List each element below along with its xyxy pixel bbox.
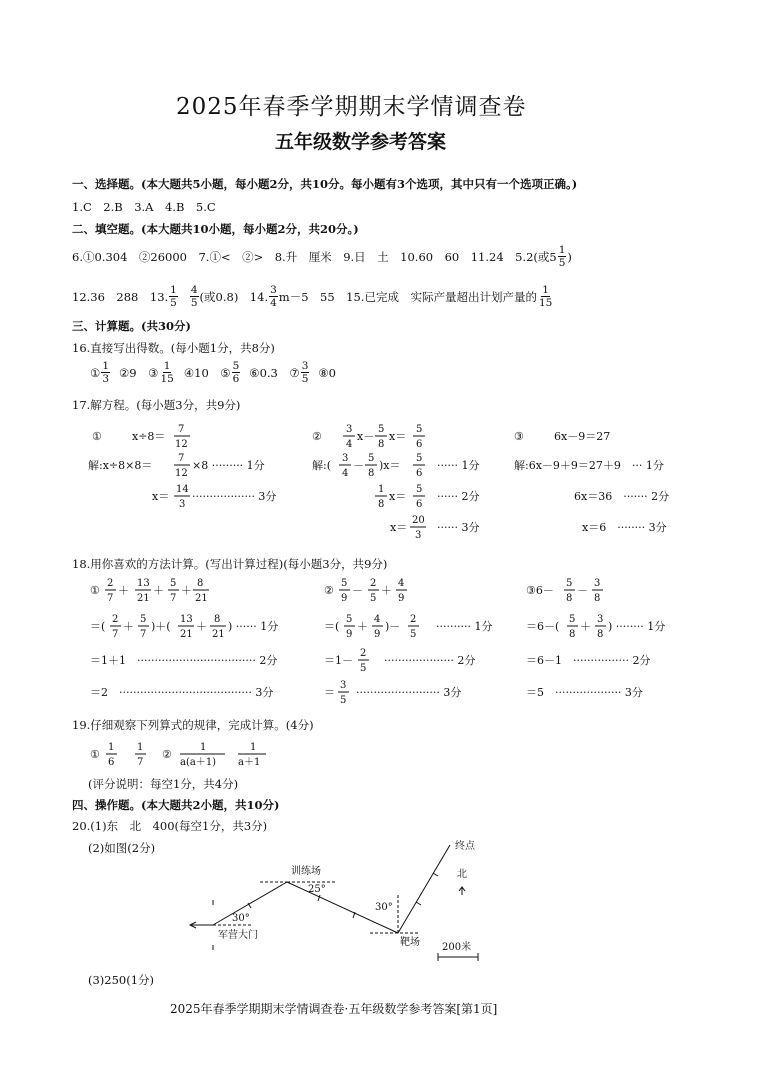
svg-text:7: 7 xyxy=(140,629,147,640)
svg-text:x＝: x＝ xyxy=(152,490,170,503)
map-angle-30-gate: 30° xyxy=(232,913,250,924)
svg-text:3: 3 xyxy=(415,530,422,541)
svg-text:8: 8 xyxy=(597,629,604,640)
svg-text:···················· 2分: ···················· 2分 xyxy=(384,654,476,667)
svg-text:6x＝36 ······· 2分: 6x＝36 ······· 2分 xyxy=(574,490,670,503)
svg-text:x＝6 ········ 3分: x＝6 ········ 3分 xyxy=(582,521,667,534)
page-footer: 2025年春季学期期末学情调查卷·五年级数学参考答案[第1页] xyxy=(170,1002,498,1016)
svg-text:＝2 ···························: ＝2 ······································ 3分 xyxy=(90,686,274,699)
svg-text:4: 4 xyxy=(342,468,349,479)
svg-text:7: 7 xyxy=(178,453,185,464)
fraction: $\frac{1}{15}$ xyxy=(538,284,553,310)
svg-text:x÷8＝: x÷8＝ xyxy=(132,430,166,443)
svg-text:×8 ········· 1分: ×8 ········· 1分 xyxy=(192,459,265,472)
text: ②9 ③ xyxy=(119,365,159,380)
svg-text:5: 5 xyxy=(416,424,423,435)
svg-text:③: ③ xyxy=(514,430,524,443)
svg-text:＝6－1 ················ 2分: ＝6－1 ················ 2分 xyxy=(526,654,651,667)
fraction: $\frac{1}{15}$ xyxy=(160,360,174,386)
svg-text:5: 5 xyxy=(340,695,347,706)
svg-text:4: 4 xyxy=(374,614,381,625)
page-subtitle: 五年级数学参考答案 xyxy=(275,131,447,153)
svg-text:5: 5 xyxy=(378,424,385,435)
svg-text:)－: )－ xyxy=(385,620,401,633)
svg-text:①: ① xyxy=(90,748,100,761)
svg-text:8: 8 xyxy=(378,439,385,450)
map-label-training: 训练场 xyxy=(291,866,321,877)
q20-part-3: (3)250(1分) xyxy=(88,973,155,987)
svg-text:6: 6 xyxy=(416,439,423,450)
svg-text:13: 13 xyxy=(180,614,193,625)
svg-text:·········· 1分: ·········· 1分 xyxy=(436,620,493,633)
svg-text:－: － xyxy=(577,584,588,597)
fraction: $\frac{3}{4}$ xyxy=(270,284,277,310)
svg-text:3: 3 xyxy=(597,614,604,625)
svg-text:5: 5 xyxy=(416,484,423,495)
svg-text:＝: ＝ xyxy=(324,686,335,699)
q19-prompt: 19.仔细观察下列算式的规律，完成计算。(4分) xyxy=(72,718,314,732)
svg-text:4: 4 xyxy=(398,578,405,589)
map-scale-label: 200米 xyxy=(442,942,472,953)
svg-text:解:6x－9＋9＝27＋9 ··· 1分: 解:6x－9＋9＝27＋9 ··· 1分 xyxy=(514,459,664,472)
svg-text:6: 6 xyxy=(108,757,115,768)
map-label-north: 北 xyxy=(457,869,467,880)
text: ⑥0.3 ⑦ xyxy=(249,365,300,380)
svg-text:8: 8 xyxy=(569,629,576,640)
svg-text:9: 9 xyxy=(346,629,353,640)
fraction: $\frac{1}{3}$ xyxy=(102,360,109,386)
svg-text:②: ② xyxy=(324,584,334,597)
svg-text:①: ① xyxy=(90,584,100,597)
svg-text:) ······ 1分: ) ······ 1分 xyxy=(228,620,279,633)
svg-text:解:x÷8×8＝: 解:x÷8×8＝ xyxy=(88,459,153,472)
svg-text:)＋(: )＋( xyxy=(151,620,171,633)
svg-text:5: 5 xyxy=(170,578,177,589)
svg-text:8: 8 xyxy=(378,499,385,510)
svg-text:) ········ 1分: ) ········ 1分 xyxy=(608,620,666,633)
svg-text:5: 5 xyxy=(566,578,573,589)
svg-text:＋: ＋ xyxy=(153,584,164,597)
svg-text:5: 5 xyxy=(368,453,375,464)
q19-note: (评分说明：每空1分，共4分) xyxy=(88,777,239,791)
svg-text:21: 21 xyxy=(212,629,225,640)
svg-text:x＝: x＝ xyxy=(389,430,407,443)
map-angle-30-track: 30° xyxy=(375,902,393,913)
svg-text:2: 2 xyxy=(112,614,119,625)
svg-text:5: 5 xyxy=(370,593,377,604)
s2-line1-text: 6.①0.304 ②26000 7.①< ②> 8.升 厘米 9.日 土 10.60 60 11.24 5.2(或5 xyxy=(72,249,557,264)
fraction: $\frac{3}{5}$ xyxy=(301,360,309,386)
svg-text:1: 1 xyxy=(378,484,385,495)
svg-text:6: 6 xyxy=(416,499,423,510)
page-title: 2025年春季学期期末学情调查卷 xyxy=(176,94,527,120)
svg-text:6: 6 xyxy=(416,468,423,479)
svg-text:3: 3 xyxy=(340,680,347,691)
svg-text:1: 1 xyxy=(137,742,144,753)
svg-text:······ 1分: ······ 1分 xyxy=(437,459,480,472)
svg-text:＝1＋1 ·························: ＝1＋1 ·································· 2分 xyxy=(90,654,278,667)
q18-prompt: 18.用你喜欢的方法计算。(写出计算过程)(每小题3分，共9分) xyxy=(72,557,388,571)
svg-text:7: 7 xyxy=(137,757,144,768)
svg-text:7: 7 xyxy=(112,629,119,640)
map-label-gate: 军营大门 xyxy=(218,930,258,941)
q19-answers xyxy=(80,734,380,776)
svg-text:······ 2分: ······ 2分 xyxy=(437,490,480,503)
svg-text:8: 8 xyxy=(197,578,204,589)
q20-part-1: 20.(1)东 北 400(每空1分，共3分) xyxy=(72,819,268,833)
svg-text:＋: ＋ xyxy=(118,584,129,597)
svg-text:9: 9 xyxy=(341,593,348,604)
svg-text:························ 3分: ························ 3分 xyxy=(356,686,462,699)
q18-solutions xyxy=(80,572,710,712)
svg-text:21: 21 xyxy=(137,593,150,604)
text: ⑧0 xyxy=(318,365,337,380)
section-1-answers: 1.C 2.B 3.A 4.B 5.C xyxy=(72,200,216,214)
q20-part-2: (2)如图(2分) xyxy=(88,841,156,855)
fraction: $\frac{1}{5}$ xyxy=(558,244,566,270)
map-label-end: 终点 xyxy=(455,841,475,852)
svg-text:＋: ＋ xyxy=(381,584,392,597)
svg-text:7: 7 xyxy=(178,424,185,435)
text: (或0.8) 14. xyxy=(199,289,269,304)
svg-text:14: 14 xyxy=(176,484,189,495)
svg-text:7: 7 xyxy=(170,593,177,604)
svg-text:3: 3 xyxy=(594,578,601,589)
section-4-heading: 四、操作题。(本大题共2小题，共10分) xyxy=(72,798,280,812)
svg-text:a＋1: a＋1 xyxy=(238,757,261,768)
svg-text:＋: ＋ xyxy=(181,584,192,597)
svg-text:21: 21 xyxy=(195,593,208,604)
fraction: $\frac{4}{5}$ xyxy=(190,284,198,310)
svg-text:8: 8 xyxy=(594,593,601,604)
svg-text:12: 12 xyxy=(175,439,188,450)
svg-text:6x－9＝27: 6x－9＝27 xyxy=(554,430,611,443)
svg-text:9: 9 xyxy=(398,593,405,604)
section-2-line-1 xyxy=(72,244,572,269)
svg-text:9: 9 xyxy=(374,629,381,640)
text: 12.36 288 13. xyxy=(72,289,169,304)
svg-text:7: 7 xyxy=(107,593,114,604)
fraction: $\frac{1}{5}$ xyxy=(170,284,177,310)
svg-text:·················· 3分: ·················· 3分 xyxy=(192,490,277,503)
svg-text:5: 5 xyxy=(360,663,367,674)
svg-text:5: 5 xyxy=(341,578,348,589)
svg-text:2: 2 xyxy=(107,578,114,589)
svg-text:······ 3分: ······ 3分 xyxy=(437,521,480,534)
svg-text:①: ① xyxy=(92,430,102,443)
svg-text:－: － xyxy=(353,459,364,472)
svg-text:)x＝: )x＝ xyxy=(379,459,401,472)
q16-answers xyxy=(90,360,336,385)
svg-text:13: 13 xyxy=(137,578,150,589)
svg-text:解:(: 解:( xyxy=(312,459,331,472)
route-map xyxy=(180,835,500,975)
svg-text:＋: ＋ xyxy=(580,620,591,633)
svg-text:＝(: ＝( xyxy=(324,620,340,633)
q17-solutions xyxy=(60,412,710,547)
svg-text:＝6－(: ＝6－( xyxy=(526,620,560,633)
svg-text:8: 8 xyxy=(214,614,221,625)
map-label-track: 靶场 xyxy=(400,937,420,948)
svg-text:－: － xyxy=(352,584,363,597)
svg-text:5: 5 xyxy=(569,614,576,625)
svg-text:3: 3 xyxy=(342,453,349,464)
svg-text:＋: ＋ xyxy=(123,620,134,633)
svg-text:20: 20 xyxy=(412,515,425,526)
svg-text:21: 21 xyxy=(180,629,193,640)
text: ④10 ⑤ xyxy=(183,365,231,380)
svg-text:2: 2 xyxy=(410,614,417,625)
svg-text:3: 3 xyxy=(346,424,353,435)
text: ① xyxy=(90,365,101,380)
fraction: $\frac{5}{6}$ xyxy=(232,360,240,386)
close-paren: ) xyxy=(567,249,572,264)
svg-text:3: 3 xyxy=(179,499,186,510)
svg-text:＝(: ＝( xyxy=(90,620,106,633)
map-angle-25: 25° xyxy=(308,884,326,895)
section-3-heading: 三、计算题。(共30分) xyxy=(72,319,191,333)
svg-text:＝5 ··················· 3分: ＝5 ··················· 3分 xyxy=(526,686,643,699)
svg-text:5: 5 xyxy=(140,614,147,625)
q16-prompt: 16.直接写出得数。(每小题1分，共8分) xyxy=(72,341,275,355)
svg-text:＋: ＋ xyxy=(196,620,207,633)
svg-text:1: 1 xyxy=(250,742,257,753)
section-1-heading: 一、选择题。(本大题共5小题，每小题2分，共10分。每小题有3个选项，其中只有一个选项正确。) xyxy=(72,177,578,191)
svg-text:②: ② xyxy=(312,430,322,443)
svg-text:2: 2 xyxy=(360,648,367,659)
svg-text:1: 1 xyxy=(200,742,207,753)
svg-text:1: 1 xyxy=(108,742,115,753)
svg-text:4: 4 xyxy=(346,439,353,450)
svg-text:8: 8 xyxy=(566,593,573,604)
svg-text:5: 5 xyxy=(416,453,423,464)
svg-text:x－: x－ xyxy=(357,430,375,443)
svg-text:5: 5 xyxy=(346,614,353,625)
svg-text:x＝: x＝ xyxy=(390,521,408,534)
q17-prompt: 17.解方程。(每小题3分，共9分) xyxy=(72,398,241,412)
svg-text:＋: ＋ xyxy=(357,620,368,633)
svg-text:12: 12 xyxy=(175,468,188,479)
svg-text:2: 2 xyxy=(370,578,377,589)
svg-text:＝1－: ＝1－ xyxy=(324,654,353,667)
svg-text:②: ② xyxy=(162,748,172,761)
svg-text:5: 5 xyxy=(410,629,417,640)
text: m－5 55 15.已完成 实际产量超出计划产量的 xyxy=(278,289,537,304)
svg-text:8: 8 xyxy=(368,468,375,479)
svg-text:③6－: ③6－ xyxy=(526,584,554,597)
section-2-heading: 二、填空题。(本大题共10小题，每小题2分，共20分。) xyxy=(72,222,359,236)
section-2-line-2 xyxy=(72,284,554,309)
svg-text:x＝: x＝ xyxy=(389,490,407,503)
svg-text:a(a＋1): a(a＋1) xyxy=(180,757,217,768)
